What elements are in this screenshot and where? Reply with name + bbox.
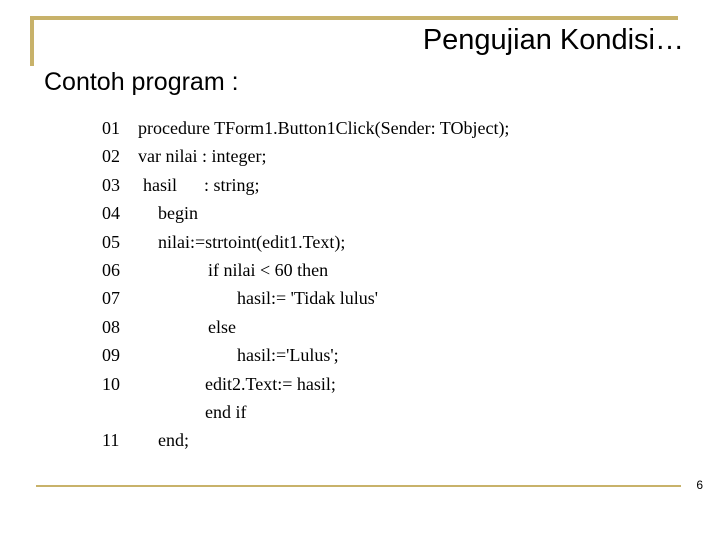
line-number: 05 [102, 231, 120, 252]
code-line [100, 398, 247, 426]
line-number: 06 [102, 259, 120, 280]
line-number: 01 [102, 118, 120, 138]
code-line [100, 313, 236, 341]
code-line [100, 426, 189, 454]
code-text: hasil:='Lulus'; [237, 345, 339, 366]
code-text: hasil : string; [143, 174, 260, 195]
code-text: procedure TForm1.Button1Click(Sender: TObject); [138, 118, 510, 138]
line-number: 11 [102, 430, 120, 451]
code-line [100, 341, 339, 369]
code-block [100, 114, 510, 455]
code-line [100, 114, 510, 142]
line-number: 10 [102, 373, 120, 394]
code-line [100, 142, 267, 170]
page-number: 6 [696, 478, 703, 492]
code-line [100, 370, 336, 398]
code-text: end if [205, 401, 247, 422]
slide-title: Pengujian Kondisi… [422, 24, 684, 56]
code-line [100, 199, 198, 227]
header-frame-top [30, 16, 678, 20]
line-number: 07 [102, 288, 120, 309]
code-line [100, 171, 260, 199]
header-frame-left [30, 16, 34, 66]
line-number: 09 [102, 345, 120, 366]
footer-divider [36, 485, 681, 487]
code-text: edit2.Text:= hasil; [205, 373, 336, 394]
code-text: begin [158, 203, 198, 224]
code-text: nilai:=strtoint(edit1.Text); [158, 231, 346, 252]
line-number: 04 [102, 203, 120, 224]
code-text: hasil:= 'Tidak lulus' [237, 288, 378, 309]
line-number: 02 [102, 146, 120, 167]
code-line [100, 256, 329, 284]
code-line [100, 228, 346, 256]
line-number: 03 [102, 174, 120, 195]
code-text: else [208, 316, 236, 337]
code-text: end; [158, 430, 189, 451]
slide-subtitle: Contoh program : [44, 68, 239, 96]
code-line [100, 284, 378, 312]
code-text: if nilai < 60 then [208, 259, 329, 280]
code-text: var nilai : integer; [138, 146, 267, 167]
line-number: 08 [102, 316, 120, 337]
